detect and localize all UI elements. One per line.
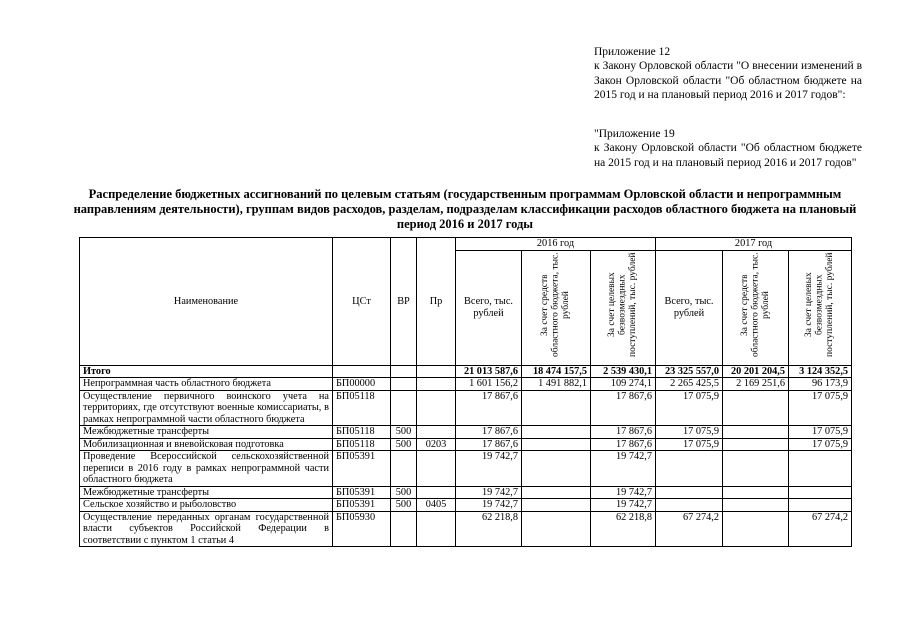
row-pr: 0405 <box>417 499 456 512</box>
row-vr: 500 <box>391 438 417 451</box>
appendix-19-note <box>594 127 862 170</box>
row-total-2016: 17 867,6 <box>456 390 522 426</box>
row-cst: БП05391 <box>333 499 391 512</box>
row-name: Непрограммная часть областного бюджета <box>80 378 333 391</box>
header-regional-2016-text: За счет средств областного бюджета, тыс. рублей <box>540 252 572 357</box>
header-vr: ВР <box>391 238 417 366</box>
row-total-2017: 67 274,2 <box>656 511 723 546</box>
row-total-2017: 17 075,9 <box>656 390 723 426</box>
header-regional-2017-text: За счет средств областного бюджета, тыс. рублей <box>739 252 771 357</box>
row-regional-2016 <box>522 426 591 439</box>
row-name: Осуществление первичного воинского учета на территориях, где отсутствуют военные комиссариаты, в рамках непрограммной части областного бюджета <box>80 390 333 426</box>
row-regional-2017 <box>723 499 789 512</box>
appendix-12-note <box>594 45 862 103</box>
row-targeted-2016: 17 867,6 <box>591 438 656 451</box>
row-targeted-2017 <box>789 486 852 499</box>
row-total-2017 <box>656 486 723 499</box>
header-total-2016: Всего, тыс. рублей <box>456 250 522 365</box>
row-regional-2017 <box>723 438 789 451</box>
row-name-text: Осуществление переданных органам государственной власти субъектов Российской Федерации в соответствии с пунктом 1 статьи 4 <box>83 511 329 546</box>
row-total-2016: 1 601 156,2 <box>456 378 522 391</box>
row-cst: БП05391 <box>333 451 391 487</box>
header-cst: ЦСт <box>333 238 391 366</box>
appendix-12-heading: Приложение 12 <box>594 46 671 58</box>
table-row <box>80 486 852 499</box>
row-total-2016: 19 742,7 <box>456 451 522 487</box>
row-vr <box>391 451 417 487</box>
row-vr <box>391 365 417 378</box>
row-total-2017 <box>656 451 723 487</box>
row-cst: БП05930 <box>333 511 391 546</box>
header-targeted-2016 <box>591 250 656 365</box>
row-regional-2016 <box>522 451 591 487</box>
row-pr <box>417 390 456 426</box>
row-pr <box>417 378 456 391</box>
row-targeted-2017: 17 075,9 <box>789 438 852 451</box>
row-cst: БП05118 <box>333 426 391 439</box>
appendix-19-text: к Закону Орловской области "Об областном бюджете на 2015 год и на плановый период 2016 и 2017 годов" <box>594 142 862 169</box>
row-targeted-2017: 17 075,9 <box>789 426 852 439</box>
row-total-2016: 17 867,6 <box>456 438 522 451</box>
row-targeted-2017: 3 124 352,5 <box>789 365 852 378</box>
row-total-2016: 62 218,8 <box>456 511 522 546</box>
header-targeted-2017 <box>789 250 852 365</box>
row-name: Итого <box>80 365 333 378</box>
row-targeted-2016: 17 867,6 <box>591 390 656 426</box>
row-targeted-2017: 96 173,9 <box>789 378 852 391</box>
row-regional-2016 <box>522 486 591 499</box>
row-regional-2016 <box>522 499 591 512</box>
row-regional-2017 <box>723 390 789 426</box>
header-total-2017: Всего, тыс. рублей <box>656 250 723 365</box>
row-pr <box>417 511 456 546</box>
row-targeted-2017: 67 274,2 <box>789 511 852 546</box>
row-regional-2016 <box>522 511 591 546</box>
row-cst: БП00000 <box>333 378 391 391</box>
row-cst: БП05391 <box>333 486 391 499</box>
row-pr <box>417 426 456 439</box>
row-vr <box>391 390 417 426</box>
row-regional-2016 <box>522 390 591 426</box>
row-total-2017 <box>656 499 723 512</box>
row-targeted-2017: 17 075,9 <box>789 390 852 426</box>
row-vr <box>391 511 417 546</box>
row-name: Межбюджетные трансферты <box>80 486 333 499</box>
table-row <box>80 365 852 378</box>
row-regional-2017 <box>723 451 789 487</box>
row-targeted-2017 <box>789 499 852 512</box>
row-vr: 500 <box>391 426 417 439</box>
row-targeted-2016: 109 274,1 <box>591 378 656 391</box>
row-cst: БП05118 <box>333 438 391 451</box>
row-total-2016: 17 867,6 <box>456 426 522 439</box>
header-targeted-2016-text: За счет целевых безвозмездных поступлений, тыс. рублей <box>607 252 639 357</box>
row-regional-2017: 2 169 251,6 <box>723 378 789 391</box>
row-targeted-2016: 19 742,7 <box>591 451 656 487</box>
row-name: Сельское хозяйство и рыболовство <box>80 499 333 512</box>
table-row <box>80 451 852 487</box>
row-name: Межбюджетные трансферты <box>80 426 333 439</box>
header-regional-2017 <box>723 250 789 365</box>
table-row <box>80 438 852 451</box>
row-pr <box>417 451 456 487</box>
document-title: Распределение бюджетных ассигнований по целевым статьям (государственным программам Орловской области и непрограммным направлениям деятельности), группам видов расходов, разделам, подразделам классификации расходов областного бюджета на плановый период 2016 и 2017 годы <box>73 187 857 231</box>
row-name: Мобилизационная и вневойсковая подготовка <box>80 438 333 451</box>
table-row <box>80 499 852 512</box>
header-year-2017: 2017 год <box>656 238 852 251</box>
row-total-2017: 23 325 557,0 <box>656 365 723 378</box>
row-targeted-2016: 2 539 430,1 <box>591 365 656 378</box>
row-pr <box>417 486 456 499</box>
row-total-2016: 19 742,7 <box>456 499 522 512</box>
row-cst: БП05118 <box>333 390 391 426</box>
row-total-2016: 21 013 587,6 <box>456 365 522 378</box>
row-regional-2016: 18 474 157,5 <box>522 365 591 378</box>
table-row <box>80 511 852 546</box>
row-name <box>80 511 333 546</box>
header-name: Наименование <box>80 238 333 366</box>
row-targeted-2016: 19 742,7 <box>591 499 656 512</box>
row-total-2017: 17 075,9 <box>656 426 723 439</box>
header-year-2016: 2016 год <box>456 238 656 251</box>
header-year-row <box>80 238 852 251</box>
row-targeted-2017 <box>789 451 852 487</box>
row-pr <box>417 365 456 378</box>
table-row <box>80 426 852 439</box>
table-row <box>80 390 852 426</box>
appendix-12-text: к Закону Орловской области "О внесении изменений в Закон Орловской области "Об областном бюджете на 2015 год и на плановый период 2016 и 2017 годов": <box>594 60 862 102</box>
row-vr: 500 <box>391 486 417 499</box>
row-pr: 0203 <box>417 438 456 451</box>
row-targeted-2016: 19 742,7 <box>591 486 656 499</box>
row-regional-2017 <box>723 426 789 439</box>
row-regional-2016: 1 491 882,1 <box>522 378 591 391</box>
row-cst <box>333 365 391 378</box>
row-vr: 500 <box>391 499 417 512</box>
row-regional-2016 <box>522 438 591 451</box>
header-targeted-2017-text: За счет целевых безвозмездных поступлений, тыс. рублей <box>804 252 836 357</box>
row-total-2017: 2 265 425,5 <box>656 378 723 391</box>
header-pr: Пр <box>417 238 456 366</box>
row-name: Проведение Всероссийской сельскохозяйственной переписи в 2016 году в рамках непрограммной части областного бюджета <box>80 451 333 487</box>
row-total-2017: 17 075,9 <box>656 438 723 451</box>
row-total-2016: 19 742,7 <box>456 486 522 499</box>
header-regional-2016 <box>522 250 591 365</box>
row-regional-2017 <box>723 511 789 546</box>
row-targeted-2016: 62 218,8 <box>591 511 656 546</box>
row-vr <box>391 378 417 391</box>
row-regional-2017: 20 201 204,5 <box>723 365 789 378</box>
budget-table <box>79 237 852 547</box>
appendix-19-heading: "Приложение 19 <box>594 128 675 140</box>
row-regional-2017 <box>723 486 789 499</box>
table-row <box>80 378 852 391</box>
row-targeted-2016: 17 867,6 <box>591 426 656 439</box>
